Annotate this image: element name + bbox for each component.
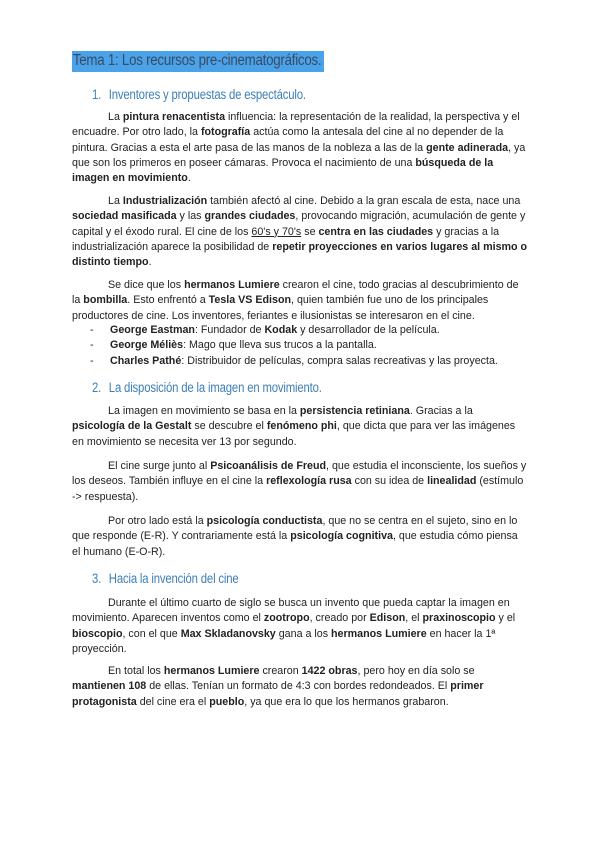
underlined-text: 60's y 70's [251,225,302,238]
list-item: - Charles Pathé: Distribuidor de películas, compra salas recreativas y las proyecta. [90,354,498,367]
paragraph-s3-p2: En total los hermanos Lumiere crearon 1422 obras, pero hoy en día solo se mantienen 108 de ellas. Tenían un formato de 4:3 con bordes redondeados. El primer protagonista del cine era el pueblo, ya que era lo que los hermanos grabaron. [72,665,484,708]
section-number: 3. [92,571,102,586]
section-number: 2. [92,380,102,395]
page-title-text: Tema 1: Los recursos pre-cinematográficos. [72,51,324,72]
section-title: Inventores y propuestas de espectáculo. [108,87,306,102]
paragraph-s3-p1: Durante el último cuarto de siglo se busca un invento que pueda captar la imagen en movimiento. Aparecen inventos como el zootropo, creado por Edison, el praxinoscopio y el bioscopio, con el que Max Skladanovsky gana a los hermanos Lumiere en hacer la 1ª proyección. [72,597,516,655]
paragraph-s1-p3: Se dice que los hermanos Lumiere crearon el cine, todo gracias al descubrimiento de la bombilla. Esto enfrentó a Tesla VS Edison, quien también fue uno de los principales productores de cine. Los inventores, feriantes e ilusionistas se interesaron en el cine. [72,279,519,322]
section-heading-2 [92,380,322,395]
section-number: 1. [92,87,102,102]
paragraph-s2-p2: El cine surge junto al Psicoanálisis de Freud, que estudia el inconsciente, los sueños y los deseos. También influye en el cine la reflexología rusa con su idea de linealidad (estímulo -> respuesta). [72,460,527,503]
paragraph-s2-p1: La imagen en movimiento se basa en la persistencia retiniana. Gracias a la psicología de la Gestalt se descubre el fenómeno phi, que dicta que para ver las imágenes en movimiento se necesita ver 13 por segundo. [72,405,516,448]
paragraph-s2-p3: Por otro lado está la psicología conductista, que no se centra en el sujeto, sino en lo que responde (E-R). Y contrariamente está la psicología cognitiva, que estudia cómo piensa el humano (E-O-R). [72,515,518,558]
inventor-list [72,323,528,369]
section-heading-3 [92,571,239,586]
list-item: - George Méliès: Mago que lleva sus trucos a la pantalla. [90,339,377,352]
section-title: La disposición de la imagen en movimiento. [108,380,322,395]
section-heading-1 [92,87,306,102]
paragraph-s1-p2: La Industrialización también afectó al cine. Debido a la gran escala de esta, nace una sociedad masificada y las grandes ciudades, provocando migración, acumulación de gente y capital y el éxodo rural. El cine de los 60's y 70's se centra en las ciudades y gracias a la industrialización aparece la posibilidad de repetir proyecciones en varios lugares al mismo o distinto tiempo. [72,195,528,269]
section-title: Hacia la invención del cine [108,571,239,586]
list-item: - George Eastman: Fundador de Kodak y desarrollador de la película. [90,324,440,336]
page-title [72,52,324,70]
paragraph-s1-p1: La pintura renacentista influencia: la representación de la realidad, la perspectiva y el encuadre. Por otro lado, la fotografía actúa como la antesala del cine al no depender de la pintura. Gracias a esta el arte pasa de las manos de la nobleza a las de la gente adinerada, ya que son los primeros en poseer cámaras. Provoca el nacimiento de una búsqueda de la imagen en movimiento. [72,111,526,185]
